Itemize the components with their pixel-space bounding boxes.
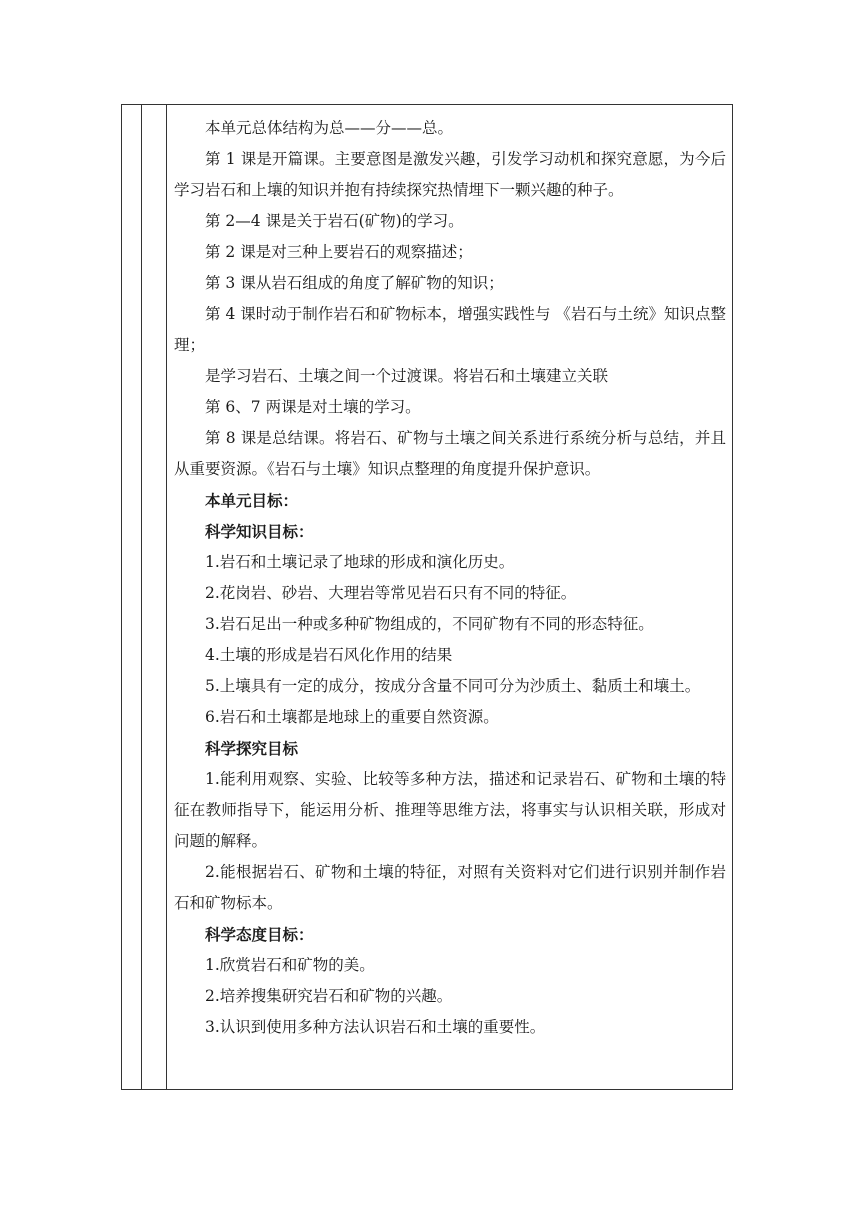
list-item: 1.欣赏岩石和矿物的美。 xyxy=(205,956,375,974)
list-item: 6.岩石和土壤都是地球上的重要自然资源。 xyxy=(205,708,499,726)
paragraph: 第 4 课时动于制作岩石和矿物标本，增强实践性与 《岩石与土统》知识点整理； xyxy=(174,305,726,354)
table-column-1 xyxy=(122,105,142,1089)
table-content-cell xyxy=(174,113,726,1043)
list-item: 3.认识到使用多种方法认识岩石和土壤的重要性。 xyxy=(205,1018,546,1036)
list-item: 1.岩石和土壤记录了地球的形成和演化历史。 xyxy=(205,553,515,571)
list-item: 4.土壤的形成是岩石风化作用的结果 xyxy=(205,646,453,664)
paragraph: 第 1 课是开篇课。主要意图是激发兴趣，引发学习动机和探究意愿，为今后学习岩石和上壤的知识并抱有持续探究热情埋下一颗兴趣的种子。 xyxy=(174,150,726,199)
section-heading: 科学知识目标： xyxy=(205,522,314,541)
section-heading: 科学态度目标： xyxy=(205,925,314,944)
paragraph: 第 2—4 课是关于岩石(矿物)的学习。 xyxy=(205,212,464,230)
section-heading: 本单元目标： xyxy=(205,491,299,510)
section-heading: 科学探究目标 xyxy=(205,739,299,758)
paragraph: 本单元总体结构为总——分——总。 xyxy=(205,119,454,137)
list-item: 2.能根据岩石、矿物和土壤的特征，对照有关资料对它们进行识别并制作岩石和矿物标本。 xyxy=(174,863,726,912)
paragraph: 第 6、7 两课是对土壤的学习。 xyxy=(205,398,421,416)
list-item: 3.岩石足出一种或多种矿物组成的，不同矿物有不同的形态特征。 xyxy=(205,615,654,633)
list-item: 5.上壤具有一定的成分，按成分含量不同可分为沙质土、黏质土和壤土。 xyxy=(205,677,701,695)
list-item: 1.能利用观察、实验、比较等多种方法，描述和记录岩石、矿物和土壤的特征在教师指导下，能运用分析、推理等思维方法，将事实与认识相关联，形成对问题的解释。 xyxy=(174,770,726,850)
paragraph: 第 8 课是总结课。将岩石、矿物与土壤之间关系进行系统分析与总结，并且从重要资源。《岩石与土壤》知识点整理的角度提升保护意识。 xyxy=(174,429,726,478)
paragraph: 是学习岩石、土壤之间一个过渡课。将岩石和土壤建立关联 xyxy=(205,367,609,385)
table-column-2 xyxy=(141,105,167,1089)
list-item: 2.花岗岩、砂岩、大理岩等常见岩石只有不同的特征。 xyxy=(205,584,577,602)
paragraph: 第 2 课是对三种上要岩石的观察描述； xyxy=(205,243,473,261)
paragraph: 第 3 课从岩石组成的角度了解矿物的知识； xyxy=(205,274,504,292)
list-item: 2.培养搜集研究岩石和矿物的兴趣。 xyxy=(205,987,453,1005)
unit-table xyxy=(121,104,733,1090)
